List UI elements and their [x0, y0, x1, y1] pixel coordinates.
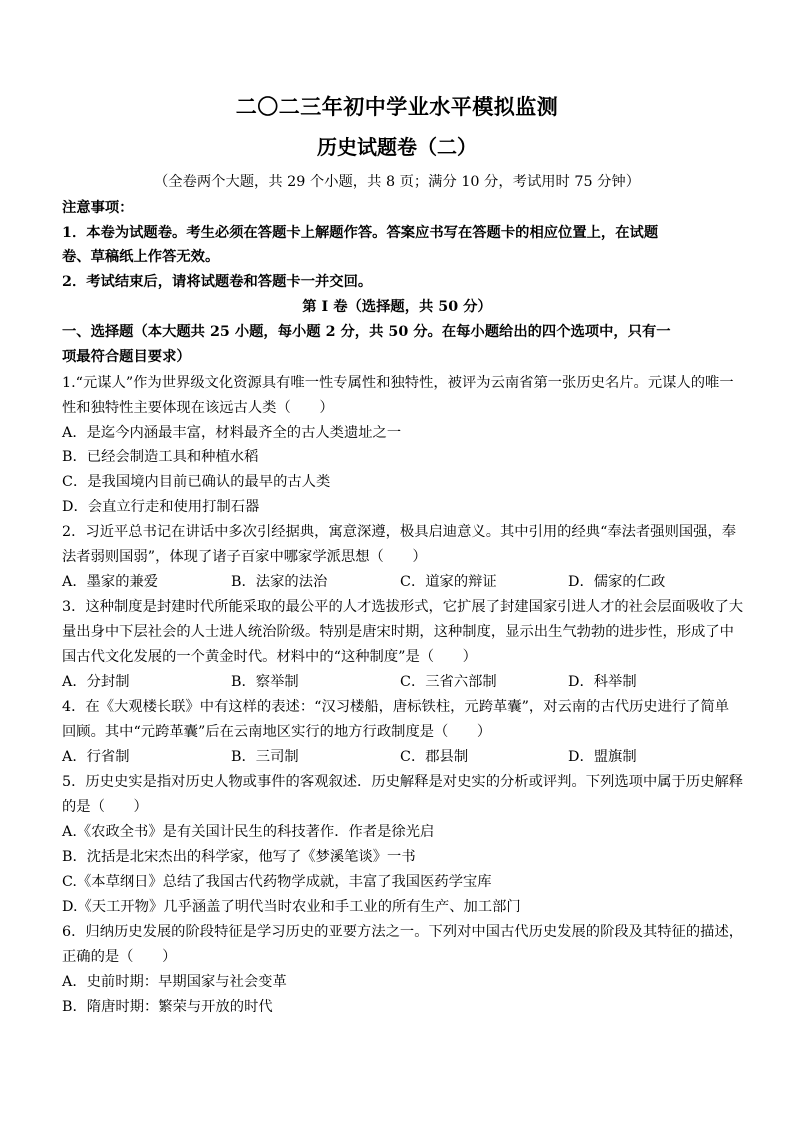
- answer-option: C．道家的辩证: [400, 574, 497, 590]
- answer-option: A．墨家的兼爱: [62, 574, 159, 590]
- question-stem: 5．历史史实是指对历史人物或事件的客观叙述．历史解释是对史实的分析或评判。下列选项中属于历史解释: [62, 774, 744, 790]
- answer-option: C．郡县制: [400, 749, 469, 765]
- answer-option: B．察举制: [231, 674, 299, 690]
- question-stem: 1.“元谋人”作为世界级文化资源具有唯一性专属性和独特性，被评为云南省第一张历史名片。元谋人的唯一: [62, 375, 734, 391]
- answer-option: D．儒家的仁政: [568, 574, 666, 590]
- question-stem: 国古代文化发展的一个黄金时代。材料中的“这种制度”是（ ）: [62, 649, 477, 665]
- answer-option: D．会直立行走和使用打制石器: [62, 499, 260, 515]
- question-stem: 6．归纳历史发展的阶段特征是学习历史的亚要方法之一。下列对中国古代历史发展的阶段及其特征的描述，: [62, 924, 744, 940]
- exam-title: 二〇二三年初中学业水平模拟监测: [235, 94, 559, 119]
- answer-option: C．是我国境内目前已确认的最早的古人类: [62, 474, 331, 490]
- section-heading: 项最符合题目要求）: [62, 349, 191, 365]
- answer-option: D．科举制: [568, 674, 637, 690]
- part-heading: 第 I 卷（选择题，共 50 分）: [302, 299, 492, 315]
- answer-option: B．已经会制造工具和种植水稻: [62, 449, 259, 465]
- question-stem: 2．习近平总书记在讲话中多次引经据典，寓意深遵，极具启迪意义。其中引用的经典“奉法者强则国强，奉: [62, 524, 737, 540]
- question-stem: 正确的是（ ）: [62, 949, 177, 965]
- question-stem: 性和独特性主要体现在该远古人类（ ）: [62, 400, 334, 416]
- answer-option: C．三省六部制: [400, 674, 497, 690]
- answer-option: A．是迄今内涵最丰富，材料最齐全的古人类遗址之一: [62, 425, 402, 441]
- answer-option: C.《本草纲日》总结了我国古代药物学成就，丰富了我国医药学宝库: [62, 874, 492, 890]
- question-stem: 法者弱则国弱”，体现了诸子百家中哪家学派思想（ ）: [62, 549, 427, 565]
- answer-option: A．分封制: [62, 674, 130, 690]
- notes-line: 卷、草稿纸上作答无效。: [62, 249, 220, 265]
- notes-line: 2．考试结束后，请将试题卷和答题卡一并交回。: [62, 274, 373, 290]
- question-stem: 量出身中下层社会的人士进人统治阶级。特别是唐宋时期，这种制度，显示出生气勃勃的进步性，形成了中: [62, 624, 734, 640]
- section-heading: 一、选择题（本大题共 25 小题，每小题 2 分，共 50 分。在每小题给出的四个选项中，只有一: [62, 324, 671, 340]
- answer-option: D．盟旗制: [568, 749, 637, 765]
- answer-option: B．隋唐时期：繁荣与开放的时代: [62, 999, 273, 1015]
- exam-info: （全卷两个大题，共 29 个小题，共 8 页；满分 10 分，考试用时 75 分钟）: [153, 174, 641, 190]
- notes-line: 1．本卷为试题卷。考生必须在答题卡上解题作答。答案应书写在答题卡的相应位置上，在试题: [62, 225, 659, 241]
- answer-option: D.《天工开物》几乎涵盖了明代当时农业和手工业的所有生产、加工部门: [62, 899, 521, 915]
- answer-option: A．史前时期：早期国家与社会变革: [62, 974, 287, 990]
- answer-option: A．行省制: [62, 749, 130, 765]
- answer-option: B．三司制: [231, 749, 299, 765]
- question-stem: 回顾。其中“元跨革囊”后在云南地区实行的地方行政制度是（ ）: [62, 724, 492, 740]
- question-stem: 3．这种制度是封建时代所能采取的最公平的人才选拔形式，它扩展了封建国家引进人才的社会层面吸收了大: [62, 599, 744, 615]
- notes-heading: 注意事项：: [62, 200, 134, 216]
- answer-option: B．法家的法治: [231, 574, 328, 590]
- question-stem: 的是（ ）: [62, 799, 148, 815]
- answer-option: A.《农政全书》是有关国计民生的科技著作．作者是徐光启: [62, 824, 435, 840]
- exam-subtitle: 历史试题卷（二）: [317, 135, 477, 159]
- question-stem: 4．在《大观楼长联》中有这样的表述：“汉习楼船，唐标铁柱，元跨革囊”，对云南的古代历史进行了简单: [62, 699, 730, 715]
- answer-option: B．沈括是北宋杰出的科学家，他写了《梦溪笔谈》一书: [62, 849, 416, 865]
